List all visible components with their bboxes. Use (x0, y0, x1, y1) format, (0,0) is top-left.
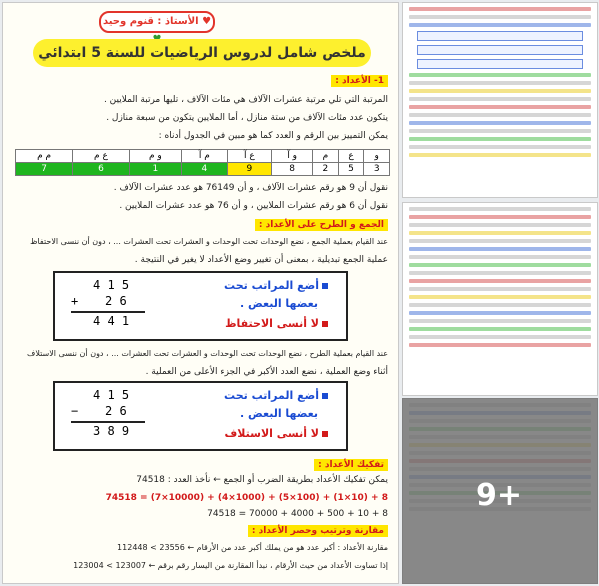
thumb-line (409, 153, 591, 157)
thumb-line (409, 231, 591, 235)
thumb-box (417, 59, 583, 69)
section-numbers-head: 1- الأعداد : (331, 75, 388, 87)
thumb-line (409, 295, 591, 299)
section-decomp-head: تفكيك الأعداد : (314, 459, 388, 471)
thumb-line (409, 7, 591, 11)
document-page[interactable] (2, 2, 399, 584)
square-bullet-icon (322, 393, 328, 399)
thumb-line (409, 207, 591, 211)
thumb-line (409, 23, 591, 27)
plus-sign: + (71, 294, 79, 308)
operand-mid: 2 6 (105, 294, 127, 308)
addition-operation (71, 277, 145, 329)
operand-result: 3 8 9 (71, 421, 145, 439)
place-header-cell: و آ (272, 150, 313, 163)
subtraction-note (225, 427, 328, 440)
more-pages-count[interactable]: 9+ (476, 478, 523, 513)
subtraction-note (224, 389, 328, 402)
place-header-cell: و (364, 150, 390, 163)
addition-note (224, 279, 328, 292)
minus-sign: − (71, 404, 79, 418)
addition-note (225, 317, 328, 330)
thumb-line (409, 129, 591, 133)
operand-top: 4 1 5 (93, 388, 130, 402)
thumb-line (409, 255, 591, 259)
thumb-line (409, 271, 591, 275)
page-thumbnail-3[interactable] (402, 202, 598, 396)
section-compare-head: مقارنة وترتيب وحصر الأعداد : (248, 525, 388, 537)
note-text: أضع المراتب تحت (224, 279, 319, 292)
place-value-table (15, 149, 390, 176)
text-line: عملية الجمع تبديلية ، بمعنى أن تغيير وضع الأعداد لا يغير في النتيجة . (134, 255, 388, 265)
subtraction-example (53, 381, 348, 451)
heart-icon: ♥ (202, 16, 212, 27)
text-line: يمكن التمييز بين الرقم و العدد كما هو مبين في الجدول أدناه : (158, 131, 388, 141)
operand-mid: 2 6 (105, 404, 127, 418)
thumb-line (409, 335, 591, 339)
text-line: يمكن تفكيك الأعداد بطريقة الضرب أو الجمع ← نأخذ العدد : 74518 (136, 475, 388, 485)
operand-row (71, 403, 145, 419)
thumb-line (409, 263, 591, 267)
subtraction-operation (71, 387, 145, 439)
thumb-line (409, 215, 591, 219)
teacher-badge (99, 11, 215, 33)
operand-result: 4 4 1 (71, 311, 145, 329)
subtraction-note: بعضها البعض . (239, 407, 318, 420)
thumb-line (409, 279, 591, 283)
place-digit-cell: 4 (182, 163, 227, 176)
text-line: يتكون عدد مئات الآلاف من ستة منازل ، أما الملايين يتكون من سبعة منازل . (106, 113, 388, 123)
place-digit-cell: 2 (313, 163, 339, 176)
place-digit-cell: 7 (16, 163, 73, 176)
addition-example (53, 271, 348, 341)
section-addsub-head: الجمع و الطرح على الأعداد : (255, 219, 388, 231)
square-bullet-icon (322, 321, 328, 327)
place-digit-cell: 9 (227, 163, 272, 176)
page-title: ملخص شامل لدروس الرياضيات للسنة 5 ابتدائي (33, 39, 371, 67)
square-bullet-icon (322, 283, 328, 289)
operand-top: 4 1 5 (93, 278, 130, 292)
thumb-line (409, 303, 591, 307)
thumb-line (409, 121, 591, 125)
text-line: إذا تساوت الأعداد من حيث الأرقام ، نبدأ المقارنة من اليسار رقم برقم ← 123007 > 123004 (73, 561, 388, 570)
thumb-line (409, 223, 591, 227)
thumb-line (409, 81, 591, 85)
thumb-line (409, 73, 591, 77)
thumb-line (409, 239, 591, 243)
thumb-line (409, 113, 591, 117)
page-thumbnail-2[interactable] (402, 2, 598, 198)
thumb-line (409, 311, 591, 315)
text-line: 74518 = 70000 + 4000 + 500 + 10 + 8 (207, 509, 388, 519)
thumb-line (409, 105, 591, 109)
place-digit-cell: 1 (129, 163, 181, 176)
thumb-line (409, 137, 591, 141)
text-line: نقول أن 6 هو رقم عشرات الملايين ، و أن 76 هو عدد عشرات الملايين . (119, 201, 388, 211)
place-digit-cell: 6 (73, 163, 129, 176)
thumb-line (409, 287, 591, 291)
place-header-cell: م آ (182, 150, 227, 163)
note-text: لا أنسى الاستلاف (224, 427, 319, 440)
text-line: نقول أن 9 هو رقم عشرات الآلاف ، و أن 76149 هو عدد عشرات الآلاف . (113, 183, 388, 193)
square-bullet-icon (322, 431, 328, 437)
place-header-cell: م (313, 150, 339, 163)
text-line: المرتبة التي تلي مرتبة عشرات الآلاف هي مئات الآلاف ، تليها مرتبة الملايين . (103, 95, 388, 105)
text-line: عند القيام بعملية الجمع ، نضع الوحدات تحت الوحدات و العشرات تحت العشرات ... ، دون أن ننسى الاحتفاظ (30, 237, 388, 246)
text-line: مقارنة الأعداد : أكبر عدد هو من يملك أكبر عدد من الأرقام ← 23556 > 112448 (117, 543, 388, 552)
addition-note: بعضها البعض . (239, 297, 318, 310)
text-line: 74518 = (7×10000) + (4×1000) + (5×100) + (1×10) + 8 (105, 493, 388, 503)
text-line: عند القيام بعملية الطرح ، نضع الوحدات تحت الوحدات و العشرات تحت العشرات ... ، دون أن ننسى الاستلاف (27, 349, 388, 358)
thumb-box (417, 45, 583, 55)
thumb-box (417, 31, 583, 41)
thumb-line (409, 89, 591, 93)
thumb-line (409, 343, 591, 347)
note-text: لا أنسى الاحتفاظ (225, 317, 319, 330)
thumb-line (409, 327, 591, 331)
place-digit-cell: 3 (364, 163, 390, 176)
place-digit-cell: 8 (272, 163, 313, 176)
text-line: أثناء وضع العملية ، نضع العدد الأكبر في الجزء الأعلى من العملية . (145, 367, 388, 377)
thumb-line (409, 145, 591, 149)
place-header-cell: و م (129, 150, 181, 163)
note-text: أضع المراتب تحت (224, 389, 319, 402)
place-header-cell: م م (16, 150, 73, 163)
place-digit-cell: 5 (338, 163, 364, 176)
thumb-line (409, 97, 591, 101)
operand-row (71, 293, 145, 309)
place-header-cell: ع (338, 150, 364, 163)
teacher-name: الأستاذ : قنوم وحيد (102, 16, 199, 27)
place-header-cell: ع آ (227, 150, 272, 163)
thumb-line (409, 15, 591, 19)
thumb-line (409, 247, 591, 251)
thumb-line (409, 319, 591, 323)
place-header-cell: ع م (73, 150, 129, 163)
